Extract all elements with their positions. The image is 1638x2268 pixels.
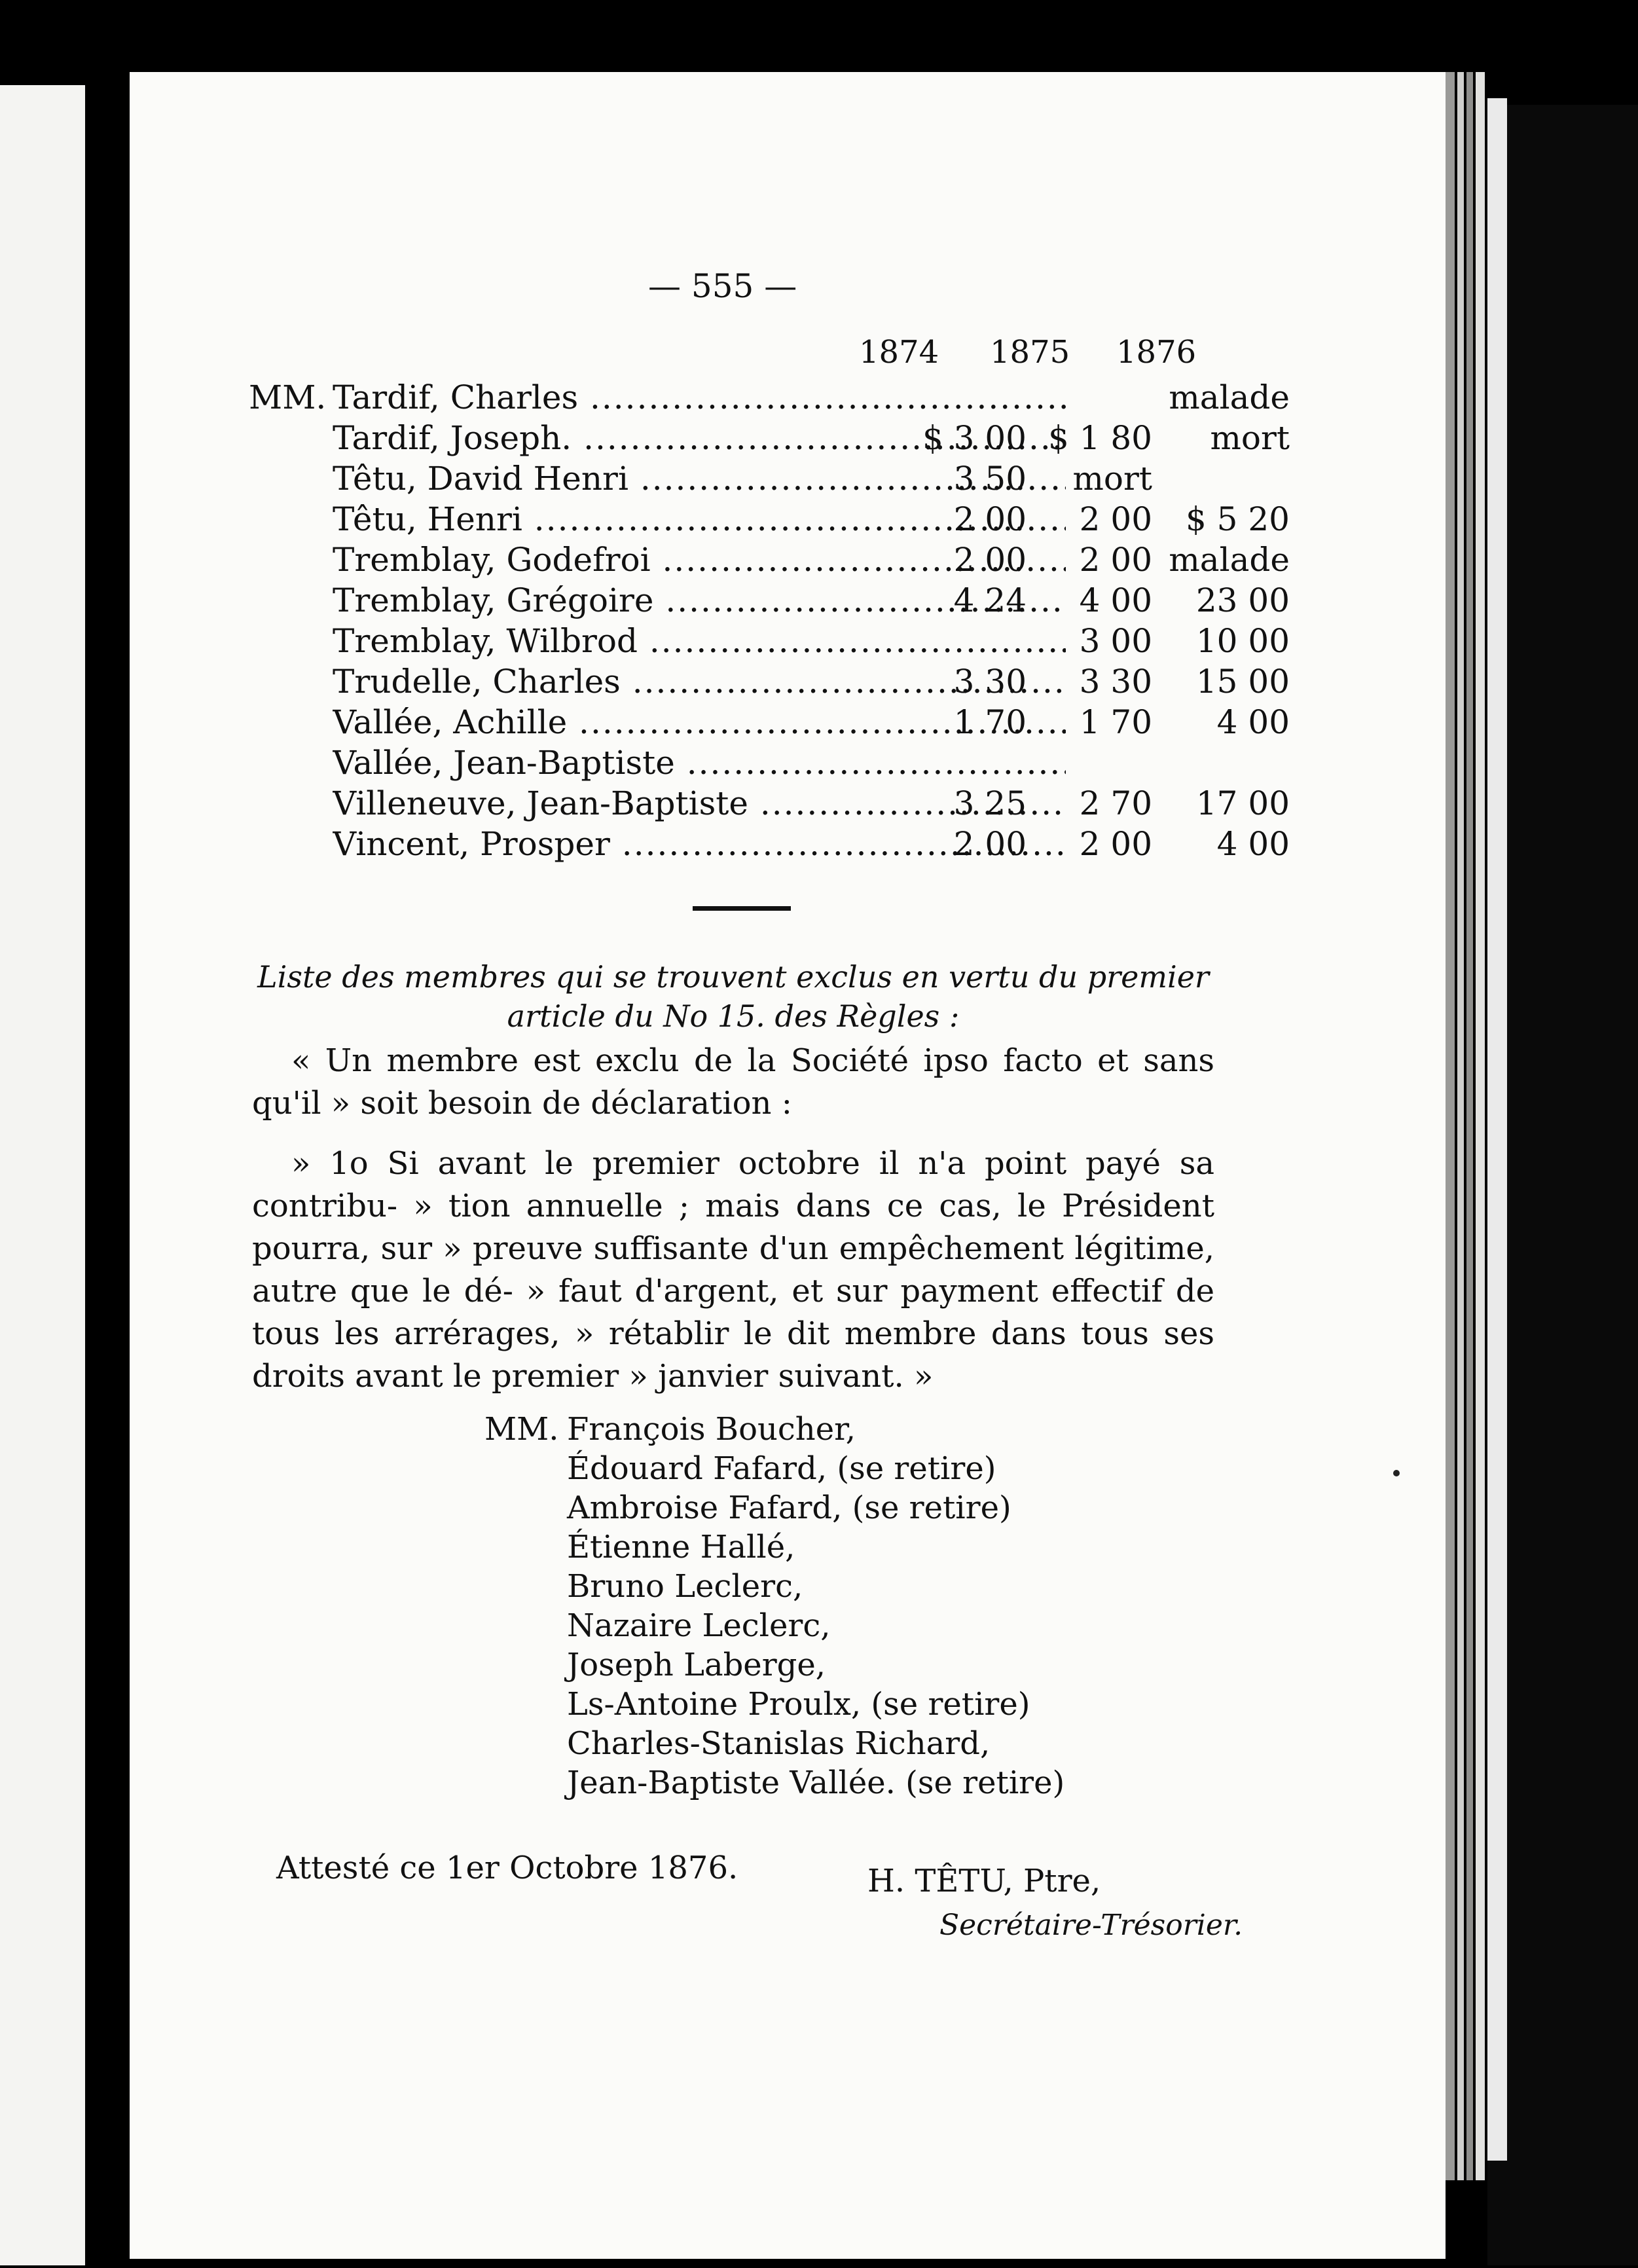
amount-y1875: 2 00: [1079, 541, 1152, 579]
amount-y1875: mort: [1072, 460, 1152, 498]
table-row: [249, 541, 1296, 581]
amount-y1874: 2 00: [953, 825, 1027, 863]
member-name: Villeneuve, Jean-Baptiste .....: [333, 784, 1066, 822]
amount-y1875: 2 70: [1079, 784, 1152, 822]
amount-y1875: 3 30: [1079, 663, 1152, 701]
amount-y1876: 15 00: [1195, 663, 1290, 701]
amount-y1874: 2 00: [953, 500, 1027, 538]
list-heading: Liste des membres qui se trouvent exclus en vertu du premier article du No 15. des Règles :: [257, 959, 1209, 1034]
amount-y1875: 1 70: [1079, 703, 1152, 741]
amount-y1874: $ 3 00: [922, 419, 1027, 457]
amount-y1876: malade: [1169, 378, 1290, 416]
amount-y1876: malade: [1169, 541, 1290, 579]
attestation: Attesté ce 1er Octobre 1876.: [276, 1850, 738, 1886]
amount-y1875: 3 00: [1079, 622, 1152, 660]
page-edge-stack: [1446, 72, 1455, 2180]
amount-y1874: 4 24: [953, 581, 1027, 619]
signature: H. TÊTU, Ptre,: [867, 1863, 1101, 1899]
member-name: Tremblay, Grégoire .....: [333, 581, 1066, 619]
excluded-member: Nazaire Leclerc,: [567, 1607, 831, 1644]
table-row: [249, 419, 1296, 460]
excluded-member: Bruno Leclerc,: [567, 1568, 803, 1605]
amount-y1876: 4 00: [1216, 825, 1290, 863]
excluded-member: Joseph Laberge,: [567, 1647, 826, 1683]
member-name: Vallée, Achille .....: [333, 703, 1066, 741]
excluded-member: Étienne Hallé,: [567, 1529, 795, 1565]
member-name: Tremblay, Godefroi .....: [333, 541, 1066, 579]
excluded-member: Ambroise Fafard, (se retire): [567, 1490, 1011, 1526]
excluded-member: Charles-Stanislas Richard,: [567, 1725, 991, 1762]
amount-y1874: 3 30: [953, 663, 1027, 701]
table-row: [249, 500, 1296, 541]
table-row: [249, 784, 1296, 825]
rule-quote-intro: « Un membre est exclu de la Société ipso facto et sans qu'il » soit besoin de déclaration :: [252, 1042, 1214, 1122]
amount-y1876: 4 00: [1216, 703, 1290, 741]
signature-role: Secrétaire-Trésorier.: [939, 1909, 1243, 1942]
table-row: [249, 825, 1296, 866]
excluded-member: Ls-Antoine Proulx, (se retire): [567, 1686, 1030, 1723]
members-prefix: MM.: [484, 1411, 559, 1448]
scan-speck: [1393, 1470, 1400, 1476]
amount-y1875: 2 00: [1079, 500, 1152, 538]
table-row: [249, 378, 1296, 419]
member-name: Trudelle, Charles .....: [333, 663, 1066, 701]
table-row: [249, 744, 1296, 784]
amount-y1875: 2 00: [1079, 825, 1152, 863]
amount-y1876: 23 00: [1195, 581, 1290, 619]
amount-y1874: 2 00: [953, 541, 1027, 579]
year-1876: 1876: [1116, 334, 1197, 371]
amount-y1874: 1 70: [953, 703, 1027, 741]
amount-y1875: 4 00: [1079, 581, 1152, 619]
excluded-member: Jean-Baptiste Vallée. (se retire): [567, 1765, 1065, 1801]
year-1874: 1874: [859, 334, 939, 371]
amount-y1875: $ 1 80: [1047, 419, 1152, 457]
amount-y1876: 10 00: [1195, 622, 1290, 660]
excluded-member: François Boucher,: [567, 1411, 856, 1448]
page-edge-stack: [1457, 72, 1464, 2180]
table-prefix: MM.: [249, 378, 327, 416]
amount-y1876: $ 5 20: [1185, 500, 1290, 538]
amount-y1874: 3 50: [953, 460, 1027, 498]
amount-y1876: mort: [1210, 419, 1290, 457]
page-number: — 555 —: [648, 267, 797, 305]
rule-quote-article: » 1o Si avant le premier octobre il n'a point payé sa contribu- » tion annuelle ; mais dans ce cas, le Président pourra, sur » preuve suffisante d'un empêchement légitime, autre que le dé- » faut d'argent, et sur payment effectif de tous les arrérages, » rétablir le dit membre dans tous ses droits avant le premier » janvier suivant. »: [252, 1145, 1214, 1395]
section-rule: [693, 906, 791, 911]
amount-y1874: 3 25: [953, 784, 1027, 822]
member-name: Têtu, Henri .....: [333, 500, 1066, 538]
amount-y1876: 17 00: [1195, 784, 1290, 822]
previous-page-edge: [0, 85, 85, 2265]
year-1875: 1875: [990, 334, 1070, 371]
member-name: Têtu, David Henri .....: [333, 460, 1066, 498]
excluded-member: Édouard Fafard, (se retire): [567, 1450, 996, 1487]
member-name: Tremblay, Wilbrod .....: [333, 622, 1066, 660]
member-name: Vincent, Prosper .....: [333, 825, 1066, 863]
table-row: [249, 703, 1296, 744]
scan-background: [1487, 105, 1638, 2265]
page-edge-stack: [1476, 72, 1485, 2180]
table-row: [249, 460, 1296, 500]
scan-band: [1487, 98, 1507, 2161]
member-name: Tardif, Joseph. .....: [333, 419, 1066, 457]
member-name: Vallée, Jean-Baptiste .....: [333, 744, 1066, 782]
table-row: [249, 581, 1296, 622]
member-name: Tardif, Charles .....: [333, 378, 1066, 416]
table-row: [249, 663, 1296, 703]
page-edge-stack: [1466, 72, 1473, 2180]
table-row: [249, 622, 1296, 663]
